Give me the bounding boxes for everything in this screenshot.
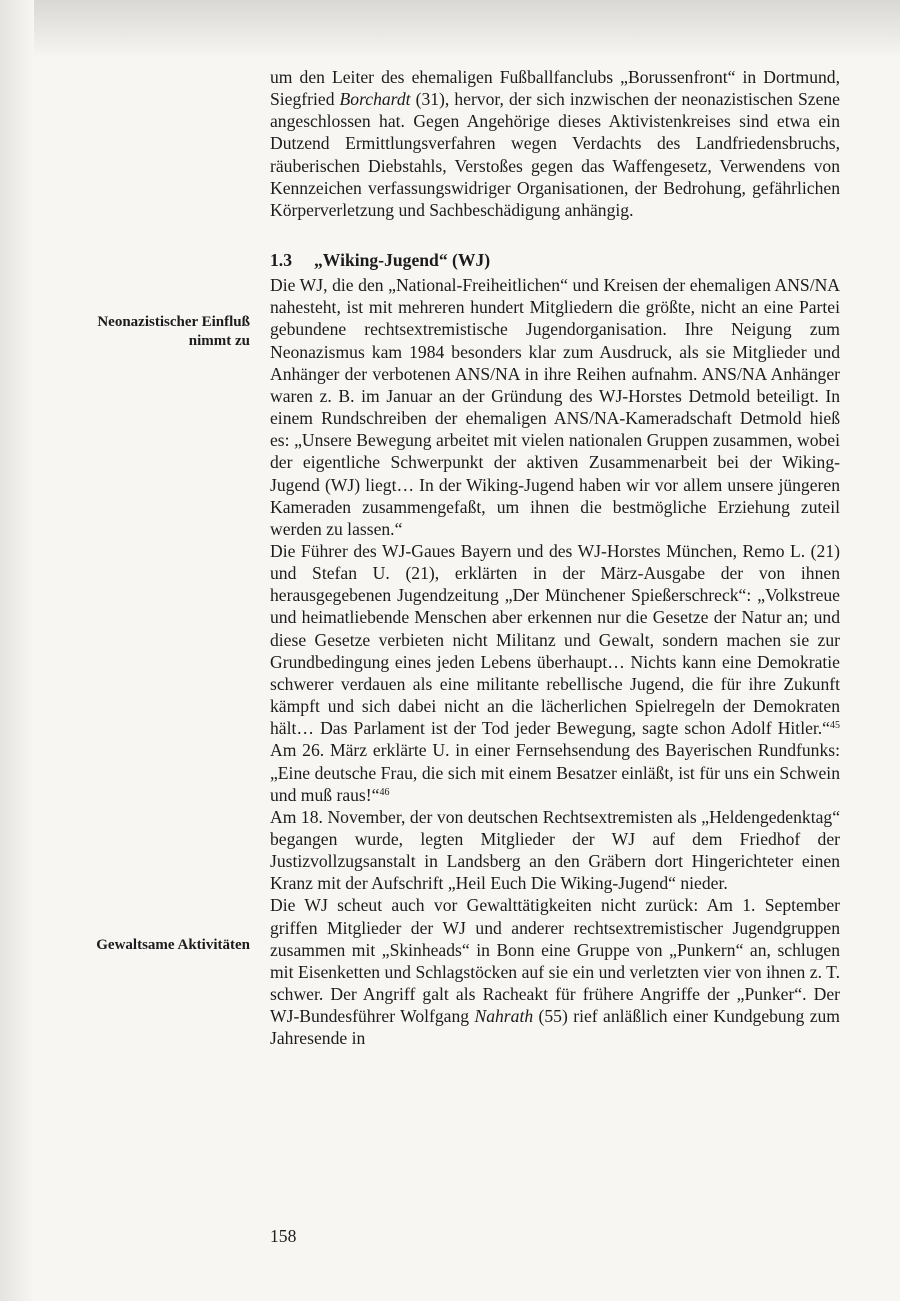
- paragraph-landsberg: Am 18. November, der von deutschen Rechtsextremisten als „Heldengedenktag“ begangen wurde, legten Mitglieder der WJ auf dem Friedhof der Justizvollzugsanstalt in Landsberg an den Gräbern dort Hingerichteter einen Kranz mit der Aufschrift „Heil Euch Die Wiking-Jugend“ nieder.: [270, 806, 840, 894]
- intro-paragraph: [270, 66, 840, 221]
- margin-note-neonazi-influence: Neonazistischer Einfluß nimmt zu: [97, 314, 250, 349]
- paragraph-wj-overview: Die WJ, die den „National-Freiheitlichen“ und Kreisen der ehemaligen ANS/NA nahesteht, ist mit mehreren hundert Mitgliedern die größte, nicht an eine Partei gebundene rechtsextremistische Jugendorganisation. Ihre Neigung zum Neonazismus kam 1984 besonders klar zum Ausdruck, als sie Mitglieder und Anhänger der verbotenen ANS/NA in ihre Reihen aufnahm. ANS/NA Anhänger waren z. B. im Januar an der Gründung des WJ-Horstes Detmold beteiligt. In einem Rundschreiben der ehemaligen ANS/NA-Kameradschaft Detmold hieß es: „Unsere Bewegung arbeitet mit vielen nationalen Gruppen zusammen, wobei der eigentliche Schwerpunkt der aktiven Zusammenarbeit bei der Wiking-Jugend (WJ) liegt… In der Wiking-Jugend haben wir vor allem unsere jüngeren Kameraden zusammengefaßt, um ihnen die bestmögliche Erziehung zuteil werden zu lassen.“: [270, 275, 840, 539]
- paragraph-violence-text: Die WJ scheut auch vor Gewalttätigkeiten nicht zurück: Am 1. September griffen Mitglieder der WJ und anderer rechtsextremistischer Jugendgruppen zusammen mit „Skinheads“ in Bonn eine Gruppe von „Punkern“ an, schlugen mit Eisenketten und Schlagstöcken auf sie ein und verletzten vier von ihnen z. T. schwer. Der Angriff galt als Racheakt für frühere Angriffe der „Punker“. Der WJ-Bundesführer Wolfgang: [270, 895, 840, 1027]
- paragraph-munich-text-rest: Am 26. März erklärte U. in einer Fernsehsendung des Bayerischen Rundfunks: „Eine deutsche Frau, die sich mit einem Besatzer einläßt, ist für uns ein Schwein und muß raus!“: [270, 740, 840, 805]
- section-number: 1.3: [270, 250, 292, 271]
- intro-text-rest: (31), hervor, der sich inzwischen der neonazistischen Szene angeschlossen hat. Gegen Angehörige dieses Aktivistenkreises sind etwa ein Dutzend Ermittlungsverfahren wegen Verdachts des Landfriedensbruchs, räuberischen Diebstahls, Verstoßes gegen das Waffengesetz, Verwendens von Kennzeichen verfassungswidriger Organisationen, der Bedrohung, gefährlichen Körperverletzung und Sachbeschädigung anhängig.: [270, 89, 840, 220]
- intro-text: um den Leiter des ehemaligen Fußballfanclubs „Borussenfront“ in Dortmund, Siegfried: [270, 67, 840, 110]
- footnote-ref-46: 46: [379, 786, 390, 798]
- main-text-column: [270, 66, 840, 1050]
- paragraph-munich-text: Die Führer des WJ-Gaues Bayern und des WJ-Horstes München, Remo L. (21) und Stefan U. (21), erklärten in der März-Ausgabe der von ihnen herausgegebenen Jugendzeitung „Der Münchener Spießerschreck“: „Volkstreue und heimatliebende Menschen aber erkennen nur die Gesetze der Natur an; und diese Gesetze verbieten nicht Militanz und Gewalt, sondern machen sie zur Grundbedingung eines jeden Lebens überhaupt… Nichts kann eine Demokratie schwerer verdauen als eine militante rebellische Jugend, die für ihre Zukunft kämpft und sich dabei nicht an die lächerlichen Spielregeln der Demokraten hält… Das Parlament ist der Tod jeder Bewegung, sagte schon Adolf Hitler.“: [270, 540, 840, 739]
- footnote-ref-45: 45: [830, 720, 840, 732]
- paragraph-violence-text-rest: (55) rief anläßlich einer Kundgebung zum Jahresende in: [270, 1006, 840, 1049]
- violence-person-name: Nahrath: [474, 1006, 534, 1027]
- section-heading: [270, 249, 840, 271]
- paragraph-munich-leaders: [270, 540, 840, 806]
- section-title: „Wiking-Jugend“ (WJ): [314, 250, 491, 271]
- paragraph-violence: [270, 894, 840, 1049]
- margin-note-violent-activities: Gewaltsame Aktivitäten: [96, 937, 250, 953]
- scan-top-shadow: [0, 0, 900, 58]
- page-number: 158: [270, 1226, 297, 1246]
- scan-left-shadow: [0, 0, 34, 1301]
- intro-person-name: Borchardt: [339, 89, 411, 110]
